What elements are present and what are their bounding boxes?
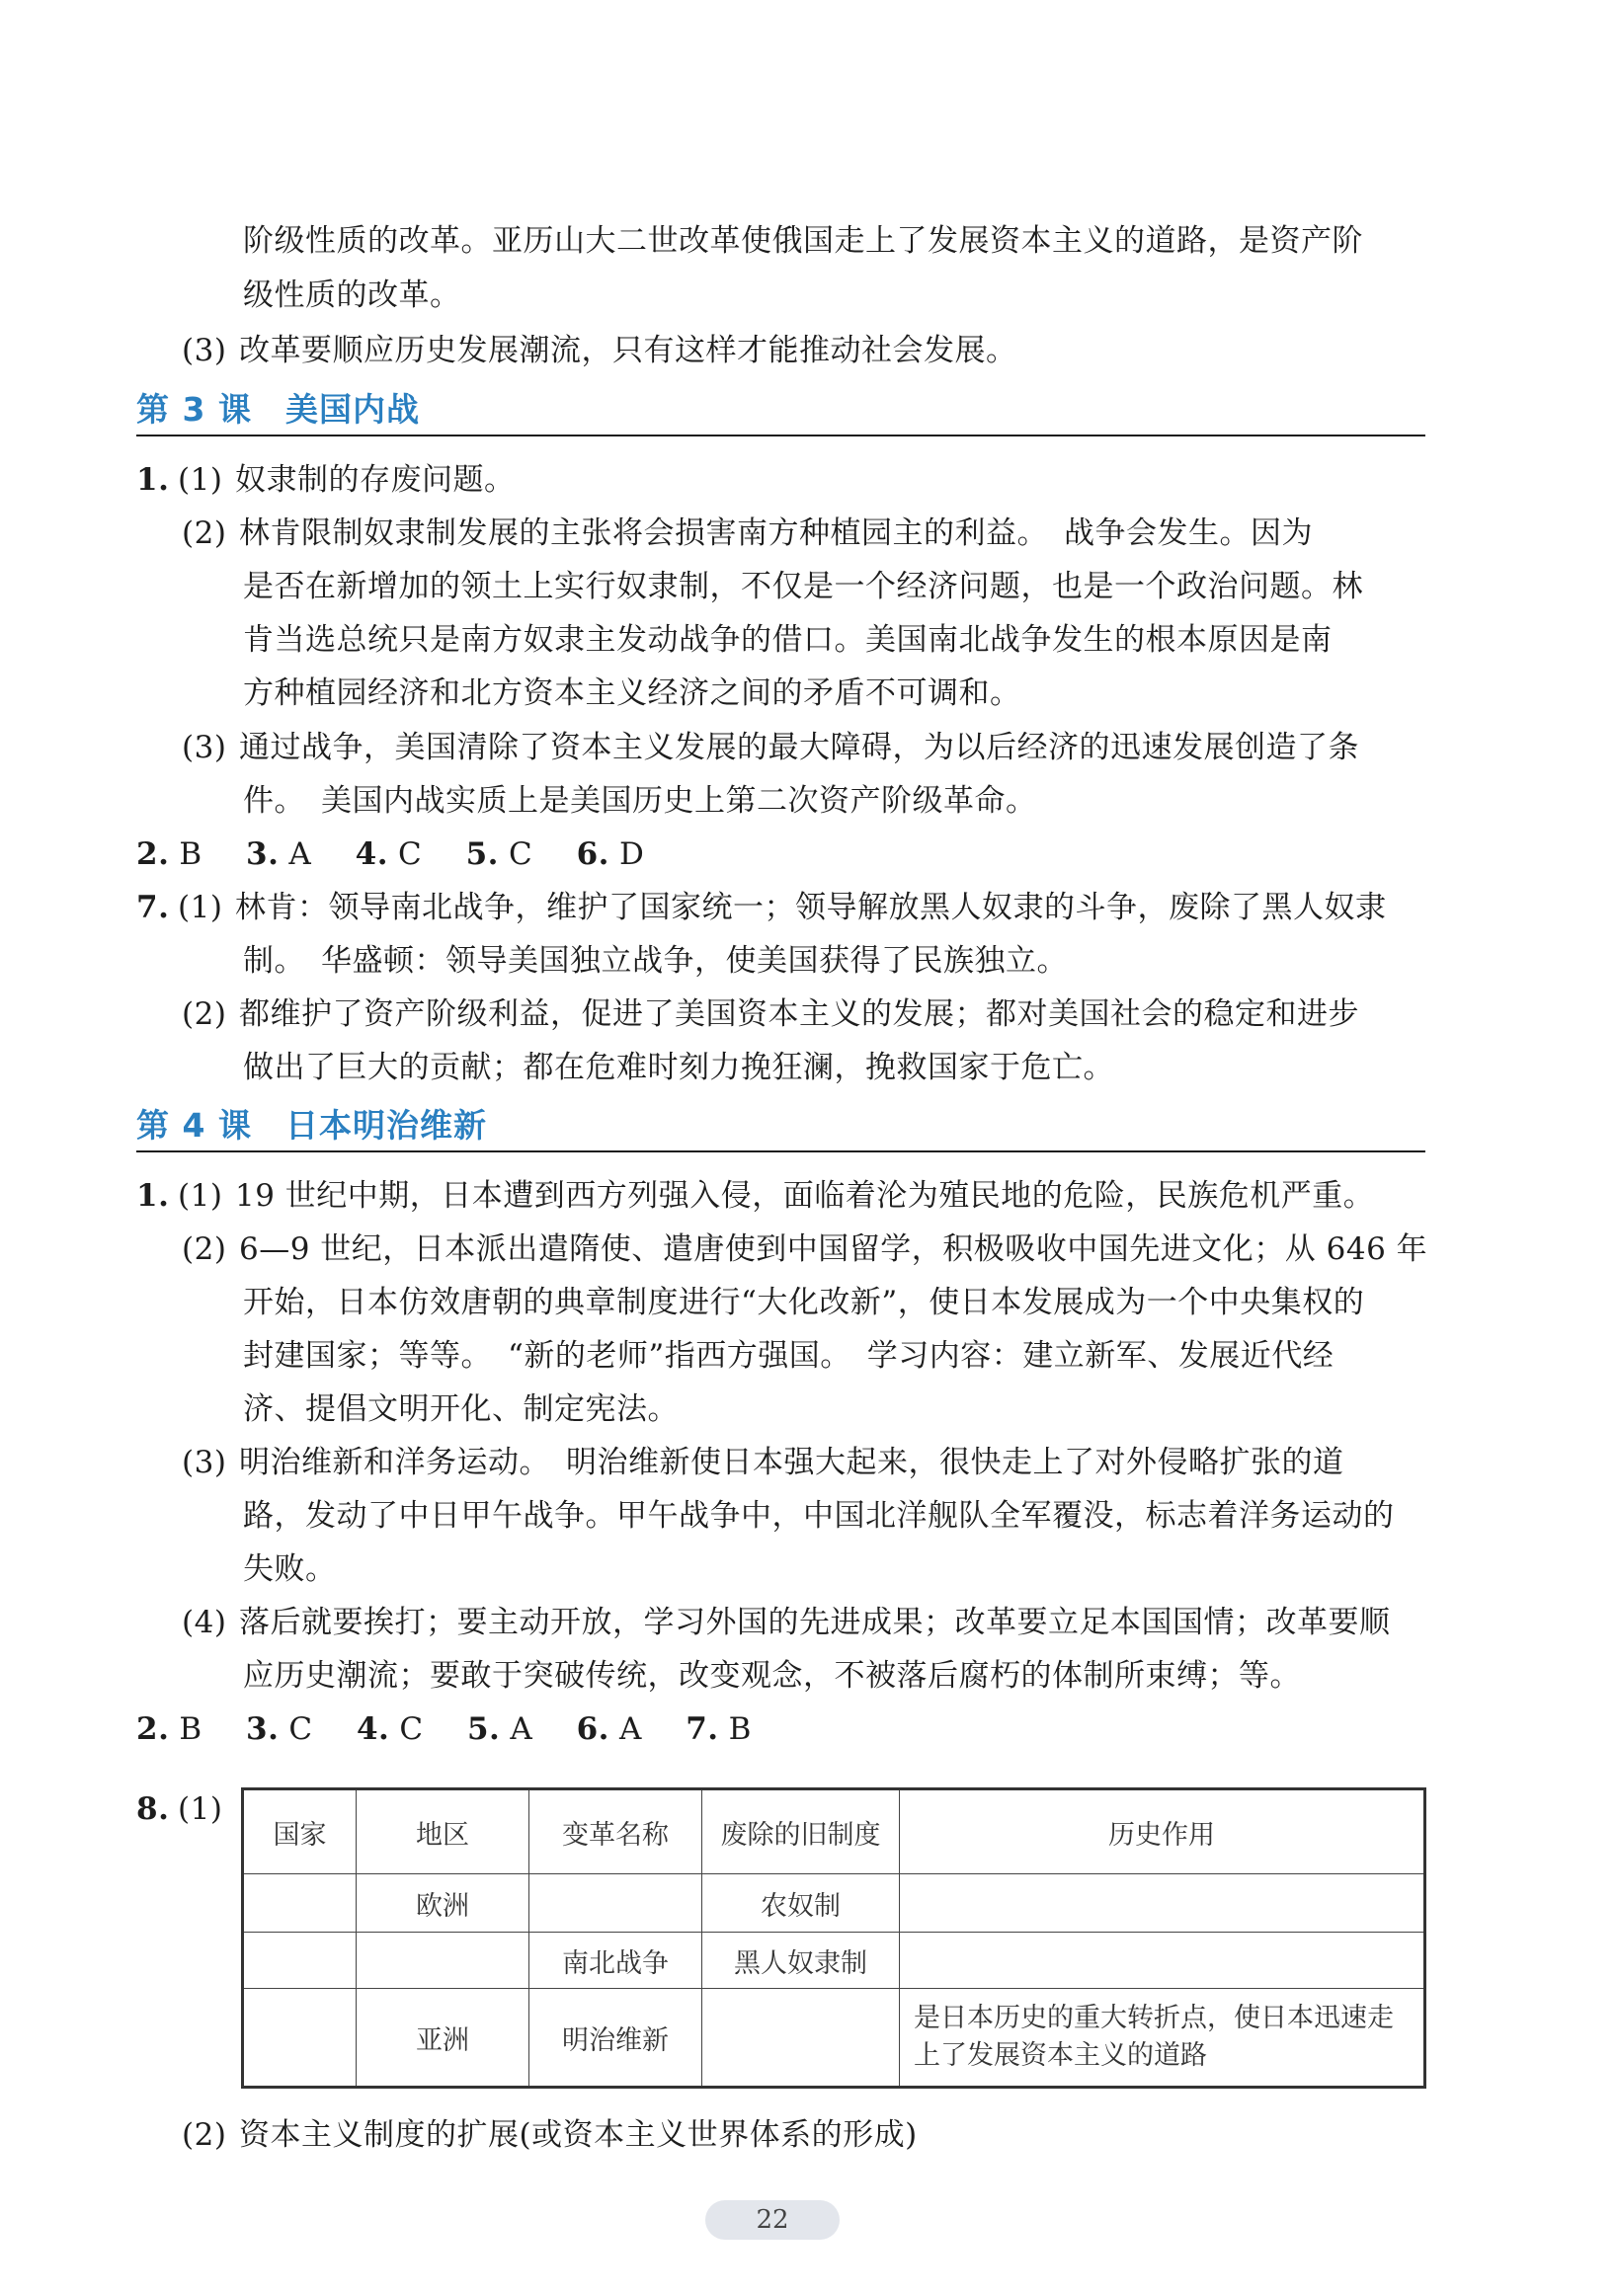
table-header-cell: 废除的旧制度 bbox=[702, 1789, 900, 1874]
page-number: 22 bbox=[705, 2200, 840, 2240]
l3-q1-part-3: (3) 通过战争，美国清除了资本主义发展的最大障碍，为以后经济的迅速发展创造了条 bbox=[182, 730, 1359, 765]
l3-choice-answers: 2. B 3. A 4. C 5. C 6. D bbox=[136, 836, 645, 872]
table-cell bbox=[900, 1874, 1425, 1933]
l4-q8-part-1: 8. (1) bbox=[136, 1791, 223, 1827]
table-cell: 亚洲 bbox=[357, 1989, 529, 2088]
table-cell bbox=[900, 1933, 1425, 1989]
table-cell: 是日本历史的重大转折点，使日本迅速走上了发展资本主义的道路 bbox=[900, 1989, 1425, 2088]
l3-q1-part-2-line-3: 肯当选总统只是南方奴隶主发动战争的借口。美国南北战争发生的根本原因是南 bbox=[243, 622, 1333, 658]
l4-choice-answers: 2. B 3. C 4. C 5. A 6. A 7. B bbox=[136, 1711, 752, 1747]
l4-q1-part-1: 1. (1) 19 世纪中期，日本遭到西方列强入侵，面临着沦为殖民地的危险，民族危机严重。 bbox=[136, 1178, 1375, 1214]
l3-q7-part-2-line-2: 做出了巨大的贡献；都在危难时刻力挽狂澜，挽救国家于危亡。 bbox=[243, 1050, 1114, 1085]
l3-q1-part-2-line-4: 方种植园经济和北方资本主义经济之间的矛盾不可调和。 bbox=[243, 675, 1021, 711]
table-header-cell: 历史作用 bbox=[900, 1789, 1425, 1874]
table-cell: 南北战争 bbox=[529, 1933, 702, 1989]
l4-q1-part-3-line-2: 路，发动了中日甲午战争。甲午战争中，中国北洋舰队全军覆没，标志着洋务运动的 bbox=[243, 1498, 1395, 1534]
table-cell bbox=[243, 1933, 357, 1989]
table-header-cell: 变革名称 bbox=[529, 1789, 702, 1874]
table-cell bbox=[243, 1989, 357, 2088]
cont-line-2: 级性质的改革。 bbox=[243, 277, 461, 313]
l4-q1-part-2-line-2: 开始，日本仿效唐朝的典章制度进行“大化改新”，使日本发展成为一个中央集权的 bbox=[243, 1285, 1365, 1320]
table-header-cell: 地区 bbox=[357, 1789, 529, 1874]
l3-q7-part-1-line-2: 制。 华盛顿：领导美国独立战争，使美国获得了民族独立。 bbox=[243, 943, 1068, 979]
l4-q1-part-3: (3) 明治维新和洋务运动。 明治维新使日本强大起来，很快走上了对外侵略扩张的道 bbox=[182, 1445, 1344, 1480]
table-cell bbox=[243, 1874, 357, 1933]
l4-q1-part-2-line-3: 封建国家；等等。 “新的老师”指西方强国。 学习内容：建立新军、发展近代经 bbox=[243, 1338, 1334, 1374]
l3-q1-part-2: (2) 林肯限制奴隶制发展的主张将会损害南方种植园主的利益。 战争会发生。因为 bbox=[182, 515, 1313, 551]
table-row bbox=[243, 1989, 1425, 2088]
l4-q1-part-4-line-2: 应历史潮流；要敢于突破传统，改变观念，不被落后腐朽的体制所束缚；等。 bbox=[243, 1658, 1301, 1694]
l3-q1-part-3-line-2: 件。 美国内战实质上是美国历史上第二次资产阶级革命。 bbox=[243, 783, 1037, 819]
l4-q1-part-4: (4) 落后就要挨打；要主动开放，学习外国的先进成果；改革要立足本国国情；改革要顺 bbox=[182, 1605, 1391, 1640]
cont-line-1: 阶级性质的改革。亚历山大二世改革使俄国走上了发展资本主义的道路，是资产阶 bbox=[243, 223, 1363, 259]
l4-q1-part-2: (2) 6—9 世纪，日本派出遣隋使、遣唐使到中国留学，积极吸收中国先进文化；从 646 年 bbox=[182, 1231, 1428, 1267]
table-cell: 农奴制 bbox=[702, 1874, 900, 1933]
l4-q8-part-2: (2) 资本主义制度的扩展(或资本主义世界体系的形成) bbox=[182, 2117, 918, 2153]
table-cell bbox=[529, 1874, 702, 1933]
l4-q1-part-3-line-3: 失败。 bbox=[243, 1551, 337, 1587]
l4-q1-part-2-line-4: 济、提倡文明开化、制定宪法。 bbox=[243, 1391, 679, 1427]
lesson-4-heading: 第 4 课 日本明治维新 bbox=[136, 1099, 1425, 1152]
lesson-3-heading: 第 3 课 美国内战 bbox=[136, 383, 1425, 436]
l3-q1-part-2-line-2: 是否在新增加的领土上实行奴隶制，不仅是一个经济问题，也是一个政治问题。林 bbox=[243, 569, 1363, 604]
l3-q7-part-2: (2) 都维护了资产阶级利益，促进了美国资本主义的发展；都对美国社会的稳定和进步 bbox=[182, 996, 1359, 1032]
table-cell: 明治维新 bbox=[529, 1989, 702, 2088]
table-header-row bbox=[243, 1789, 1425, 1874]
table-row bbox=[243, 1874, 1425, 1933]
l3-q1-part-1: 1. (1) 奴隶制的存废问题。 bbox=[136, 462, 516, 498]
l3-q7-part-1: 7. (1) 林肯：领导南北战争，维护了国家统一；领导解放黑人奴隶的斗争，废除了黑人奴隶 bbox=[136, 890, 1387, 925]
table-row bbox=[243, 1933, 1425, 1989]
table-cell bbox=[702, 1989, 900, 2088]
cont-part-3: (3) 改革要顺应历史发展潮流，只有这样才能推动社会发展。 bbox=[182, 333, 1017, 368]
table-cell: 黑人奴隶制 bbox=[702, 1933, 900, 1989]
table-cell bbox=[357, 1933, 529, 1989]
table-cell: 欧洲 bbox=[357, 1874, 529, 1933]
table-header-cell: 国家 bbox=[243, 1789, 357, 1874]
reform-table bbox=[241, 1787, 1426, 2089]
